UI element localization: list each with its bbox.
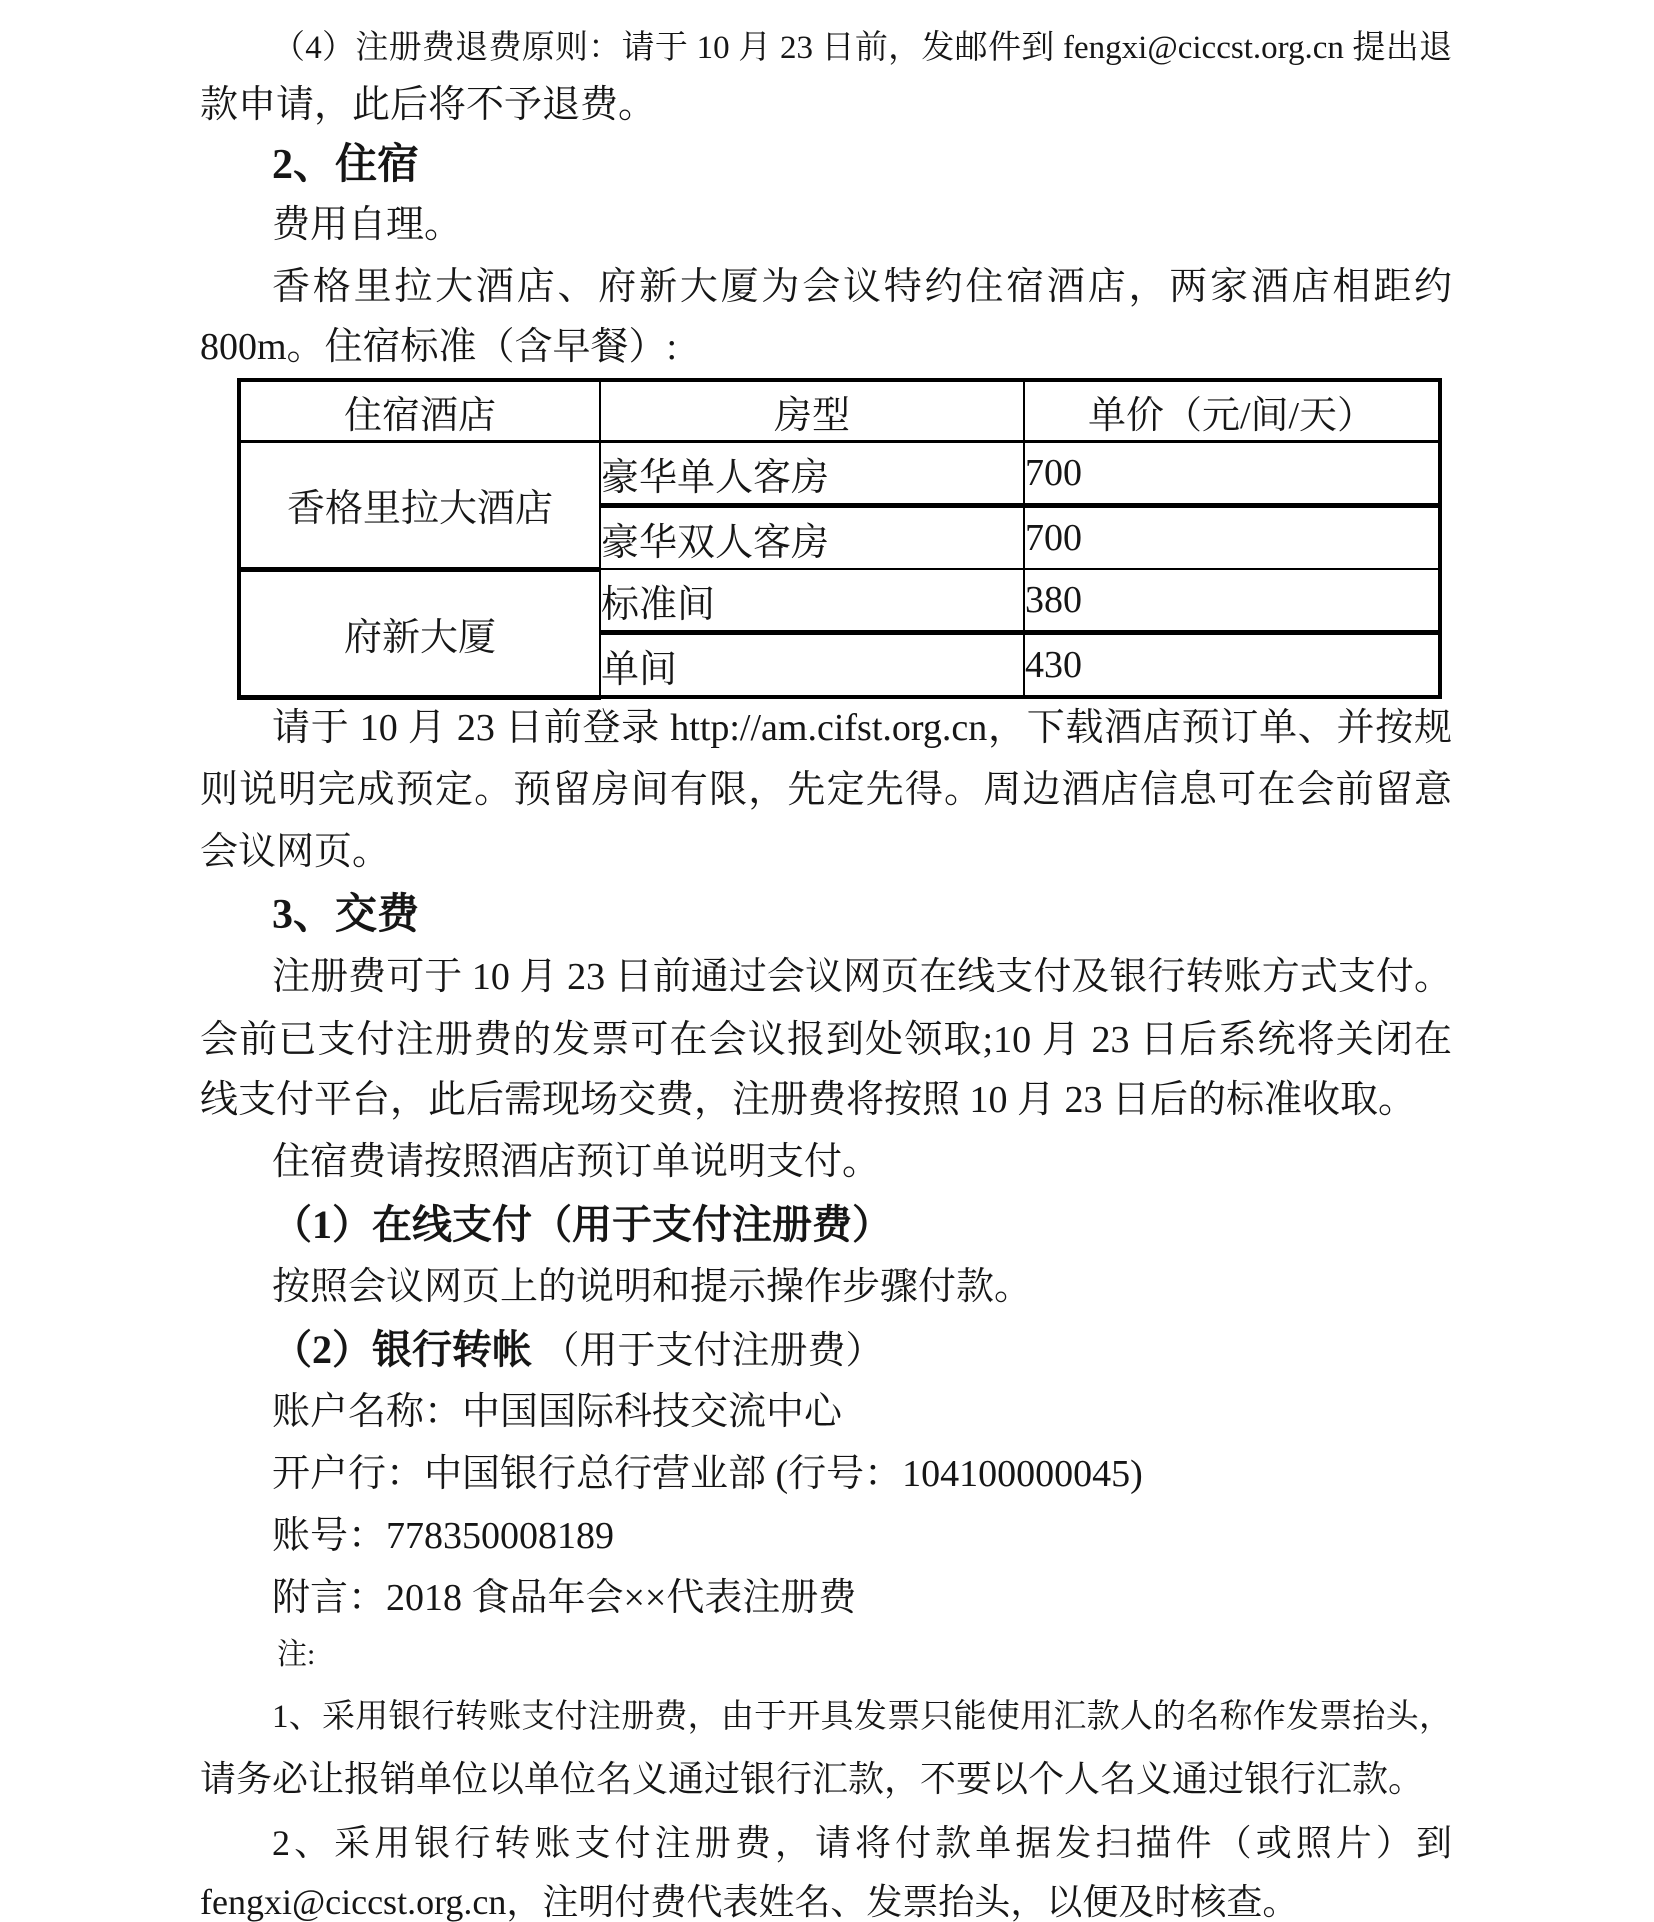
note-1-line-1: 1、采用银行转账支付注册费，由于开具发票只能使用汇款人的名称作发票抬头，: [272, 1699, 1452, 1735]
booking-line-3: 会议网页。: [200, 831, 391, 873]
online-payment-instruction: 按照会议网页上的说明和提示操作步骤付款。: [272, 1266, 1033, 1308]
hotel-cell: 香格里拉大酒店: [239, 442, 600, 570]
self-pay-line: 费用自理。: [272, 204, 463, 246]
account-number-line: 账号：778350008189: [272, 1515, 615, 1557]
bank-branch-line: 开户行：中国银行总行营业部 (行号：104100000045): [272, 1453, 1143, 1495]
online-payment-heading: （1）在线支付（用于支付注册费）: [272, 1202, 892, 1247]
refund-policy-line-2: 款申请，此后将不予退费。: [200, 84, 657, 126]
notes-label: 注:: [277, 1638, 316, 1671]
accommodation-table: [237, 378, 1442, 700]
hotels-intro-line-2: 800m。住宿标准（含早餐）:: [200, 326, 678, 368]
table-row: [239, 442, 1440, 506]
hotels-intro-line-1: 香格里拉大酒店、府新大厦为会议特约住宿酒店，两家酒店相距约: [272, 266, 1452, 308]
hotel-fee-line: 住宿费请按照酒店预订单说明支付。: [272, 1141, 881, 1183]
room-type-cell: 豪华单人客房: [600, 442, 1024, 506]
payment-line-3: 线支付平台，此后需现场交费，注册费将按照 10 月 23 日后的标准收取。: [200, 1079, 1417, 1121]
table-row: [239, 569, 1440, 633]
price-cell: 380: [1024, 569, 1440, 633]
price-cell: 700: [1024, 442, 1440, 506]
bank-transfer-heading-bold: （2）银行转帐: [272, 1327, 532, 1372]
room-type-cell: 豪华双人客房: [600, 506, 1024, 570]
booking-line-2: 则说明完成预定。预留房间有限，先定先得。周边酒店信息可在会前留意: [200, 769, 1452, 811]
section-payment-heading: 3、交费: [272, 892, 420, 938]
table-header-row: [239, 380, 1440, 442]
room-type-cell: 单间: [600, 633, 1024, 698]
remark-line: 附言：2018 食品年会××代表注册费: [272, 1577, 857, 1619]
note-1-line-2: 请务必让报销单位以单位名义通过银行汇款，不要以个人名义通过银行汇款。: [200, 1759, 1425, 1799]
note-2-line-2: fengxi@ciccst.org.cn，注明付费代表姓名、发票抬头，以便及时核查。: [200, 1882, 1299, 1922]
header-price: 单价（元/间/天）: [1024, 380, 1440, 442]
bank-transfer-heading-rest: （用于支付注册费）: [532, 1330, 884, 1372]
price-cell: 430: [1024, 633, 1440, 698]
payment-line-1: 注册费可于 10 月 23 日前通过会议网页在线支付及银行转账方式支付。: [272, 956, 1452, 998]
payment-line-2: 会前已支付注册费的发票可在会议报到处领取;10 月 23 日后系统将关闭在: [200, 1019, 1452, 1061]
header-hotel: 住宿酒店: [239, 380, 600, 442]
section-accommodation-heading: 2、住宿: [272, 142, 420, 188]
account-name-line: 账户名称：中国国际科技交流中心: [272, 1391, 843, 1433]
note-2-line-1: 2、采用银行转账支付注册费，请将付款单据发扫描件（或照片）到: [272, 1823, 1452, 1863]
room-type-cell: 标准间: [600, 569, 1024, 633]
price-cell: 700: [1024, 506, 1440, 570]
booking-line-1: 请于 10 月 23 日前登录 http://am.cifst.org.cn，下载酒店预订单、并按规: [272, 707, 1452, 749]
bank-transfer-heading: [272, 1319, 1452, 1383]
hotel-cell: 府新大厦: [239, 569, 600, 697]
header-room-type: 房型: [600, 380, 1024, 442]
refund-policy-line-1: （4）注册费退费原则：请于 10 月 23 日前，发邮件到 fengxi@ciccst.org.cn 提出退: [272, 30, 1452, 66]
